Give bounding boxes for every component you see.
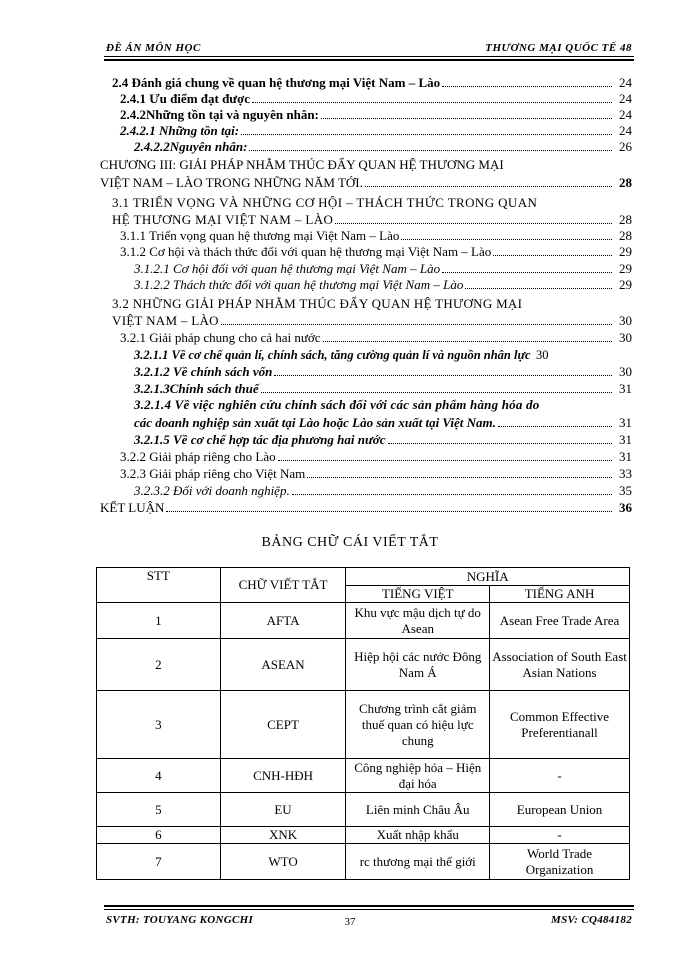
toc-entry[interactable]: 3.2.3.2 Đối với doanh nghiệp. 35 (134, 483, 632, 498)
toc-entry[interactable]: các doanh nghiệp sản xuất tại Lào hoặc Lào sản xuất tại Việt Nam. 31 (134, 415, 632, 430)
cell-vn: Liên minh Châu Âu (346, 793, 490, 827)
cell-en: - (490, 827, 630, 844)
header-abbreviation: CHỮ VIẾT TẮT (220, 568, 346, 603)
cell-abbr: ASEAN (220, 639, 346, 691)
toc-entry[interactable]: 2.4.2.1 Những tồn tại: 24 (120, 123, 632, 138)
cell-en: World Trade Organization (490, 844, 630, 880)
cell-vn: rc thương mại thế giới (346, 844, 490, 880)
cell-stt: 3 (97, 691, 221, 759)
toc-entry[interactable]: 3.2.1.5 Về cơ chế hợp tác địa phương hai nước 31 (134, 432, 632, 447)
cell-stt: 7 (97, 844, 221, 880)
cell-en: European Union (490, 793, 630, 827)
cell-abbr: XNK (220, 827, 346, 844)
toc-entry[interactable]: VIỆT NAM – LÀO TRONG NHỮNG NĂM TỚI. 28 (100, 175, 632, 190)
toc-entry[interactable]: 3.2.1.1 Về cơ chế quản lí, chính sách, tăng cường quản lí và nguồn nhân lực 30 (134, 348, 549, 362)
toc-entry[interactable]: HỆ THƯƠNG MẠI VIỆT NAM – LÀO 28 (112, 212, 632, 227)
cell-abbr: WTO (220, 844, 346, 880)
toc-entry[interactable]: 2.4 Đánh giá chung về quan hệ thương mại Việt Nam – Lào 24 (112, 75, 632, 90)
cell-vn: Chương trình cắt giảm thuế quan có hiệu lực chung (346, 691, 490, 759)
page-number: 37 (344, 916, 356, 928)
toc-entry-line1[interactable]: 3.2 NHỮNG GIẢI PHÁP NHẰM THÚC ĐẨY QUAN HỆ THƯƠNG MẠI (112, 296, 523, 311)
table-row (97, 603, 630, 639)
toc-entry[interactable]: 3.2.2 Giải pháp riêng cho Lào 31 (120, 449, 632, 464)
cell-en: Asean Free Trade Area (490, 603, 630, 639)
toc-entry[interactable]: 2.4.2.2Nguyên nhân: 26 (134, 139, 632, 154)
table-row (97, 844, 630, 880)
toc-entry[interactable]: 3.1.2 Cơ hội và thách thức đối với quan hệ thương mại Việt Nam – Lào 29 (120, 244, 632, 259)
toc-entry[interactable]: 3.2.1.2 Về chính sách vốn 30 (134, 364, 632, 379)
table-row (97, 691, 630, 759)
footer-rule (104, 909, 634, 910)
cell-abbr: CEPT (220, 691, 346, 759)
toc-entry[interactable]: 2.4.1 Ưu điểm đạt được 24 (120, 91, 632, 106)
cell-abbr: EU (220, 793, 346, 827)
toc-entry-line1[interactable]: CHƯƠNG III: GIẢI PHÁP NHẰM THÚC ĐẨY QUAN HỆ THƯƠNG MẠI (100, 157, 504, 172)
cell-abbr: AFTA (220, 603, 346, 639)
abbreviation-table-title: BẢNG CHỮ CÁI VIẾT TẮT (261, 535, 439, 550)
toc-entry[interactable]: KẾT LUẬN 36 (100, 500, 632, 515)
table-row (97, 759, 630, 793)
table-row (97, 639, 630, 691)
toc-entry[interactable]: 3.1.2.1 Cơ hội đối với quan hệ thương mại Việt Nam – Lào 29 (134, 261, 632, 276)
header-vietnamese: TIẾNG VIỆT (346, 586, 490, 603)
footer-student: SVTH: TOUYANG KONGCHI (106, 914, 254, 926)
header-left: ĐỀ ÁN MÔN HỌC (106, 42, 201, 54)
cell-stt: 5 (97, 793, 221, 827)
footer-student-id: MSV: CQ484182 (550, 914, 632, 926)
footer-rule-thick (104, 905, 634, 907)
toc-entry[interactable]: 3.1.1 Triển vọng quan hệ thương mại Việt Nam – Lào 28 (120, 228, 632, 243)
toc-entry[interactable]: 2.4.2Những tồn tại và nguyên nhân: 24 (120, 107, 632, 122)
header-right: THƯƠNG MẠI QUỐC TẾ 48 (485, 42, 632, 54)
toc-entry-line1[interactable]: 3.2.1.4 Về việc nghiên cứu chính sách đối với các sản phẩm hàng hóa do (134, 397, 540, 412)
cell-stt: 4 (97, 759, 221, 793)
toc-entry[interactable]: 3.1.2.2 Thách thức đối với quan hệ thương mại Việt Nam – Lào 29 (134, 277, 632, 292)
cell-abbr: CNH-HĐH (220, 759, 346, 793)
cell-stt: 6 (97, 827, 221, 844)
cell-vn: Xuất nhập khẩu (346, 827, 490, 844)
cell-en: Common Effective Preferentianall (490, 691, 630, 759)
abbreviation-table (96, 567, 630, 880)
toc-entry[interactable]: 3.2.1.3Chính sách thuế 31 (134, 381, 632, 396)
cell-stt: 2 (97, 639, 221, 691)
cell-vn: Khu vực mậu dịch tự do Asean (346, 603, 490, 639)
toc-entry[interactable]: 3.2.1 Giải pháp chung cho cả hai nước 30 (120, 330, 632, 345)
cell-vn: Hiệp hội các nước Đông Nam Á (346, 639, 490, 691)
cell-en: - (490, 759, 630, 793)
cell-stt: 1 (97, 603, 221, 639)
header-english: TIẾNG ANH (490, 586, 630, 603)
toc-entry[interactable]: 3.2.3 Giải pháp riêng cho Việt Nam 33 (120, 466, 632, 481)
table-row (97, 793, 630, 827)
header-stt: STT (97, 568, 221, 603)
header-rule-thick (104, 59, 634, 61)
header-meaning: NGHĨA (346, 568, 630, 586)
cell-vn: Công nghiệp hóa – Hiện đại hóa (346, 759, 490, 793)
header-rule (104, 56, 634, 57)
table-row (97, 827, 630, 844)
cell-en: Association of South East Asian Nations (490, 639, 630, 691)
toc-entry-line1[interactable]: 3.1 TRIỂN VỌNG VÀ NHỮNG CƠ HỘI – THÁCH THỨC TRONG QUAN (112, 195, 538, 210)
toc-entry[interactable]: VIỆT NAM – LÀO 30 (112, 313, 632, 328)
